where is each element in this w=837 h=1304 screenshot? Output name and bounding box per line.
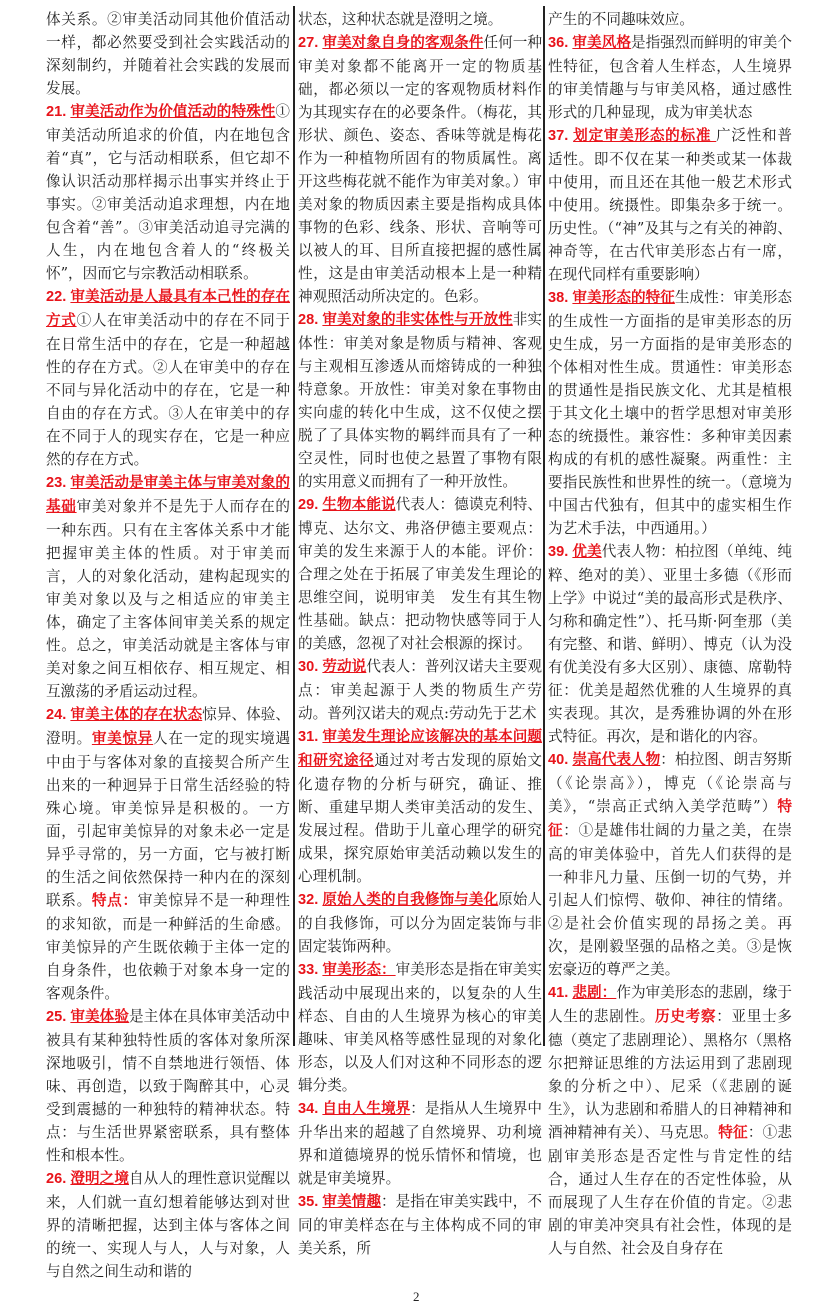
paragraph xyxy=(46,471,290,703)
paragraph xyxy=(548,981,792,1260)
item-heading: 原始人类的自我修饰与美化 xyxy=(322,892,499,908)
item-number: 24. xyxy=(46,707,71,723)
paragraph xyxy=(298,308,542,493)
item-heading: 审美体验 xyxy=(70,1009,129,1025)
body-text: 代表人：普列汉诺夫主要观点：审美起源于人类的物质生产劳动。普列汉诺夫的观点:劳动先于艺术 xyxy=(298,658,542,722)
item-number: 26. xyxy=(46,1171,71,1187)
column-1 xyxy=(46,8,290,1283)
paragraph xyxy=(548,8,792,31)
body-text: 生成性：审美形态的生成性一方面指的是审美形态的历史生成，另一方面指的是审美形态的个体相对性生成。贯通性：审美形态的贯通性是指民族文化、尤其是植根于其文化土壤中的哲学思想对审美形态的统摄性。兼容性：多种审美因素构成的有机的感性凝聚。两重性：主要指民族性和世界性的统一。（意境为中国古代独有，但其中的虚实相生作为艺术手法，中西通用。） xyxy=(548,289,792,537)
body-text: ①人在审美活动中的存在不同于在日常生活中的存在，它是一种超越性的存在方式。②人在审美中的存在不同与异化活动中的存在，它是一种自由的存在方式。③人在审美中的存在不同于人的现实存在，它是一种应然的存在方式。 xyxy=(46,312,290,468)
item-heading: 崇高代表人物 xyxy=(572,752,661,768)
column-divider xyxy=(293,6,295,1046)
column-divider xyxy=(543,6,545,1046)
item-heading: 审美风格 xyxy=(572,35,631,51)
item-number: 36. xyxy=(548,35,573,51)
body-text: 代表人物：柏拉图（单纯、纯粹、绝对的美）、亚里士多德（《形而上学》中说过“美的最高形式是秩序、匀称和确定性”）、托马斯·阿奎那（美有完整、和谐、鲜明）、博克（认为没有优美没有多大区别）、康德、席勒特征：优美是超然优雅的人生境界的真实表现。其次，是秀雅协调的外在形式特征。再次，是和谐化的内容。 xyxy=(548,543,792,745)
item-heading: 生物本能说 xyxy=(322,497,396,513)
item-number: 27. xyxy=(298,35,323,51)
item-heading: 审美活动作为价值活动的特殊性 xyxy=(70,104,276,120)
item-number: 31. xyxy=(298,729,323,745)
emphasis-label: 特征 xyxy=(548,799,792,839)
body-text: ：是指从人生境界中升华出来的超越了自然境界、功利境界和道德境界的悦乐情怀和情境，也就是审美境界。 xyxy=(298,1100,542,1187)
item-heading: 审美形态： xyxy=(322,962,396,978)
paragraph xyxy=(46,100,290,285)
emphasis-label: 特点： xyxy=(91,893,138,909)
paragraph xyxy=(46,1005,290,1167)
paragraph xyxy=(298,958,542,1097)
item-number: 38. xyxy=(548,290,573,306)
body-text: 状态，这种状态就是澄明之境。 xyxy=(298,11,503,28)
paragraph xyxy=(548,124,792,286)
emphasis-label: 历史考察 xyxy=(655,1009,717,1025)
paragraph xyxy=(298,31,542,308)
body-text: 原始人的自我修饰，可以分为固定装饰与非固定装饰两种。 xyxy=(298,891,542,955)
item-heading: 自由人生境界 xyxy=(322,1101,411,1117)
paragraph xyxy=(46,285,290,471)
body-text: 是指强烈而鲜明的审美个性特征，包含着人生样态，人生境界的审美情趣与与审美风格，通过感性形式的几种显现，成为审美状态 xyxy=(548,34,792,121)
item-heading: 优美 xyxy=(572,544,602,560)
item-heading: 审美发生理论应该解决的基本问题和研究途径 xyxy=(298,729,542,769)
body-text: ：是指在审美实践中，不同的审美样态在与主体构成不同的审美关系，所 xyxy=(298,1193,542,1257)
body-text: 任何一种审美对象都不能离开一定的物质基础，都必须以一定的客观物质材料作为其现实存在的必要条件。（梅花，其形状、颜色、姿态、香味等就是梅花作为一种植物所固有的物质属性。离开这些梅花就不能作为审美对象。）审美对象的物质因素主要是指构成具体事物的色彩、线条、形状、音响等可以被人的耳、目所直接把握的感性属性，这是由审美活动根本上是一种精神观照活动所决定的。色彩。 xyxy=(298,34,542,305)
paragraph xyxy=(298,655,542,725)
item-number: 23. xyxy=(46,475,71,491)
body-text: 代表人：德谟克利特、博克、达尔文、弗洛伊德主要观点：审美的发生来源于人的本能。评价：合理之处在于拓展了审美发生理论的思维空间，说明审美 发生有其生物性基础。缺点：把动物快感等同于人的美感，忽视了对社会根源的探讨。 xyxy=(298,496,542,652)
paragraph xyxy=(548,286,792,540)
item-number: 33. xyxy=(298,962,323,978)
body-text: 广泛性和普适性。即不仅在某一种类或某一体裁中使用，而且还在其他一般艺术形式中使用。统摄性。即集杂多于统一。历史性。（“神”及其与之有关的神韵、神奇等，在古代审美形态占有一席，在现代同样有重要影响） xyxy=(548,127,792,283)
item-heading: 审美对象的非实体性与开放性 xyxy=(322,312,513,328)
item-number: 29. xyxy=(298,497,323,513)
item-heading: 悲剧： xyxy=(572,985,617,1001)
item-number: 21. xyxy=(46,104,71,120)
item-number: 37. xyxy=(548,128,574,144)
column-3 xyxy=(548,8,792,1260)
body-text: 审美对象并不是先于人而存在的一种东西。只有在主客体关系中才能把握审美主体的性质。对于审美而言，人的对象化活动，建构起现实的审美对象以及与之相适应的审美主体，确定了主客体间审美关系的规定性。总之，审美活动就是主客体与审美对象之间互相依存、相互规定、相互激荡的矛盾运动过程。 xyxy=(46,498,290,700)
body-text: ：柏拉图、朗吉努斯（《论崇高》），博克（《论崇高与美》，“崇高正式纳入美学范畴”） xyxy=(548,751,792,815)
item-heading: 审美惊异 xyxy=(91,731,154,747)
body-text: 自从人的理性意识觉醒以来，人们就一直幻想着能够达到对世界的清晰把握，达到主体与客体之间的统一、实现人与人，人与对象，人与自然之间生动和谐的 xyxy=(46,1170,290,1280)
paragraph xyxy=(298,725,542,888)
body-text: ①审美活动所追求的价值，内在地包含着“真”，它与活动相联系，但它却不像认识活动那样揭示出事实并终止于事实。②审美活动追求理想，内在地包含着“善”。③审美活动追寻完满的人生，内在地包含着人的“终极关怀”，因而它与宗教活动相联系。 xyxy=(46,103,290,282)
body-text: 非实体性：审美对象是物质与精神、客观与主观相互渗透从而熔铸成的一种独特意象。开放性：审美对象在事物由实向虚的转化中生成，这不仅使之摆脱了了具体实物的羁绊而具有了一种空灵性，同时也使之悬置了事物有限的实用意义而拥有了一种开放性。 xyxy=(298,311,542,490)
paragraph xyxy=(298,493,542,655)
item-number: 28. xyxy=(298,312,323,328)
emphasis-label: 特征 xyxy=(718,1125,748,1141)
body-text: 是主体在具体审美活动中被具有某种独特性质的客体对象所深深地吸引，情不自禁地进行领悟、体味、再创造，以致于陶醉其中，心灵受到震撼的一种独特的精神状态。特点：与生活世界紧密联系，具有整体性和根本性。 xyxy=(46,1008,290,1164)
item-heading: 审美活动是人最具有本己性的存在方式 xyxy=(46,289,290,329)
item-heading: 审美形态的特征 xyxy=(572,290,675,306)
body-text: 惊异、体验、澄明。 xyxy=(46,706,290,747)
item-number: 30. xyxy=(298,659,323,675)
item-heading: 劳动说 xyxy=(322,659,367,675)
item-number: 34. xyxy=(298,1101,323,1117)
item-heading: 审美对象自身的客观条件 xyxy=(322,35,484,51)
body-text: ：①悲剧审美形态是否定性与肯定性的结合，通过人生存在的否定性体验，从而展现了人生存在价值的肯定。②悲剧的审美冲突具有社会性，体现的是人与自然、社会及自身存在 xyxy=(548,1124,792,1257)
item-number: 32. xyxy=(298,892,323,908)
body-text: 审美惊异不是一种理性的求知欲，而是一种鲜活的生命感。审美惊异的产生既依赖于主体一定的自身条件，也依赖于对象本身一定的客观条件。 xyxy=(46,892,290,1002)
body-text: 作为审美形态的悲剧，缘于人生的悲剧性。 xyxy=(548,984,792,1025)
paragraph xyxy=(46,1167,290,1283)
item-heading: 审美活动是审美主体与审美对象的基础 xyxy=(46,475,290,515)
item-number: 35. xyxy=(298,1194,323,1210)
paragraph xyxy=(298,8,542,31)
body-text: 产生的不同趣味效应。 xyxy=(548,11,694,28)
paragraph xyxy=(548,748,792,981)
body-text: ：亚里士多德（奠定了悲剧理论）、黑格尔（黑格尔把辩证思维的方法运用到了悲剧现象的分析之中）、尼采（《悲剧的诞生》，认为悲剧和希腊人的日神精神和酒神精神有关）、马克思。 xyxy=(548,1008,792,1141)
paragraph xyxy=(298,888,542,958)
item-number: 41. xyxy=(548,985,573,1001)
paragraph xyxy=(548,540,792,748)
body-text: 体关系。②审美活动同其他价值活动一样，都必然要受到社会实践活动的深刻制约，并随着社会实践的发展而发展。 xyxy=(46,11,290,97)
paragraph xyxy=(298,1097,542,1190)
item-number: 25. xyxy=(46,1009,71,1025)
item-heading: 审美情趣 xyxy=(322,1194,381,1210)
body-text: 人在一定的现实境遇中由于与客体对象的直接契合所产生出来的一种迥异于日常生活经验的特殊心境。审美惊异是积极的。一方面，引起审美惊异的对象未必一定是异乎寻常的，另一方面，它与被打断的生活之间依然保持一种内在的深刻联系。 xyxy=(46,730,290,909)
paragraph xyxy=(46,703,290,1005)
body-text: 通过对考古发现的原始文化遗存物的分析与研究，确证、推断、重建早期人类审美活动的发生、发展过程。借助于儿童心理学的研究成果，探究原始审美活动赖以发生的心理机制。 xyxy=(298,752,542,885)
item-heading: 澄明之境 xyxy=(70,1171,129,1187)
body-text: 审美形态是指在审美实践活动中展现出来的，以复杂的人生样态、自由的人生境界为核心的审美趣味、审美风格等感性显现的对象化形态，以及人们对这种不同形态的逻辑分类。 xyxy=(298,961,542,1094)
item-heading: 划定审美形态的标准 xyxy=(573,128,717,144)
page-number: 2 xyxy=(413,1289,420,1304)
item-number: 39. xyxy=(548,544,573,560)
paragraph xyxy=(298,1190,542,1260)
item-heading: 审美主体的存在状态 xyxy=(70,707,203,723)
column-2 xyxy=(298,8,542,1260)
paragraph xyxy=(548,31,792,124)
item-number: 22. xyxy=(46,289,71,305)
paragraph xyxy=(46,8,290,100)
item-number: 40. xyxy=(548,752,573,768)
body-text: ：①是雄伟壮阔的力量之美，在崇高的审美体验中，首先人们获得的是一种非凡力量、压倒一切的气势，并引起人们惊愕、敬仰、神往的情绪。②是社会价值实现的昂扬之美。再次，是刚毅坚强的品格之美。③是恢宏豪迈的尊严之美。 xyxy=(548,822,792,978)
